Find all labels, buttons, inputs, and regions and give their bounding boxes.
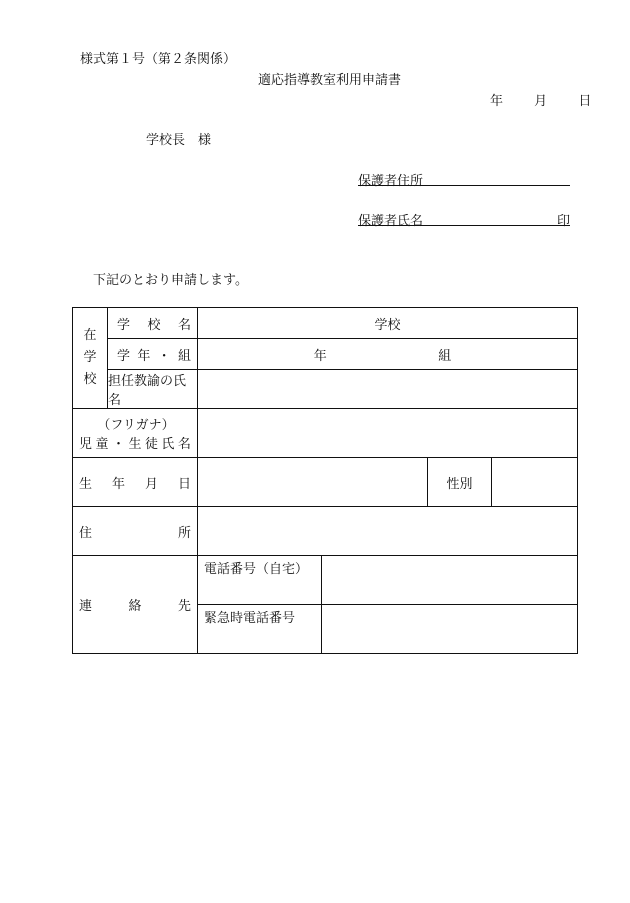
home-phone-field[interactable] — [322, 556, 578, 605]
home-phone-label: 電話番号（自宅） — [198, 556, 322, 605]
gender-label: 性別 — [428, 458, 492, 507]
home-phone-row — [73, 556, 578, 605]
guardian-name-label: 保護者氏名 — [358, 214, 424, 229]
application-table — [72, 307, 578, 654]
homeroom-teacher-field[interactable] — [198, 370, 578, 409]
date-month: 月 — [534, 94, 548, 109]
date-line — [490, 90, 591, 109]
class-suffix: 組 — [438, 348, 452, 364]
homeroom-teacher-row — [73, 370, 578, 409]
school-suffix: 学校 — [374, 317, 401, 333]
emergency-phone-label: 緊急時電話番号 — [198, 605, 322, 654]
student-name-field[interactable] — [198, 409, 578, 458]
address-row — [73, 507, 578, 556]
grade-class-label: 学 年 ・ 組 — [108, 339, 198, 370]
student-name-row — [73, 409, 578, 458]
form-number: 様式第１号（第２条関係） — [80, 52, 237, 67]
gender-field[interactable] — [492, 458, 578, 507]
emergency-phone-field[interactable] — [322, 605, 578, 654]
request-text: 下記のとおり申請します。 — [93, 273, 248, 288]
grade-class-field[interactable] — [198, 339, 578, 370]
form-title: 適応指導教室利用申請書 — [258, 73, 402, 88]
birthdate-field[interactable] — [198, 458, 428, 507]
guardian-name-line[interactable] — [358, 210, 570, 229]
student-name-label: （フリガナ） 児 童 ・ 生 徒 氏 名 — [73, 409, 198, 458]
addressee: 学校長 様 — [146, 133, 212, 148]
school-name-field[interactable] — [198, 308, 578, 339]
furigana-label: （フリガナ） — [97, 418, 175, 433]
contact-label: 連 絡 先 — [73, 556, 198, 654]
date-year: 年 — [490, 94, 504, 109]
address-field[interactable] — [198, 507, 578, 556]
birthdate-row — [73, 458, 578, 507]
guardian-address-line[interactable] — [358, 170, 570, 189]
school-name-label: 学 校 名 — [108, 308, 198, 339]
enrolled-school-label: 在 学 校 — [73, 308, 108, 409]
address-label: 住 所 — [73, 507, 198, 556]
birthdate-label: 生 年 月 日 — [73, 458, 198, 507]
seal-label: 印 — [556, 214, 570, 229]
homeroom-teacher-label: 担任教諭の氏名 — [108, 370, 198, 409]
school-name-row — [73, 308, 578, 339]
grade-suffix: 年 — [313, 348, 327, 364]
date-day: 日 — [578, 94, 592, 109]
grade-class-row — [73, 339, 578, 370]
guardian-address-label: 保護者住所 — [358, 174, 424, 189]
